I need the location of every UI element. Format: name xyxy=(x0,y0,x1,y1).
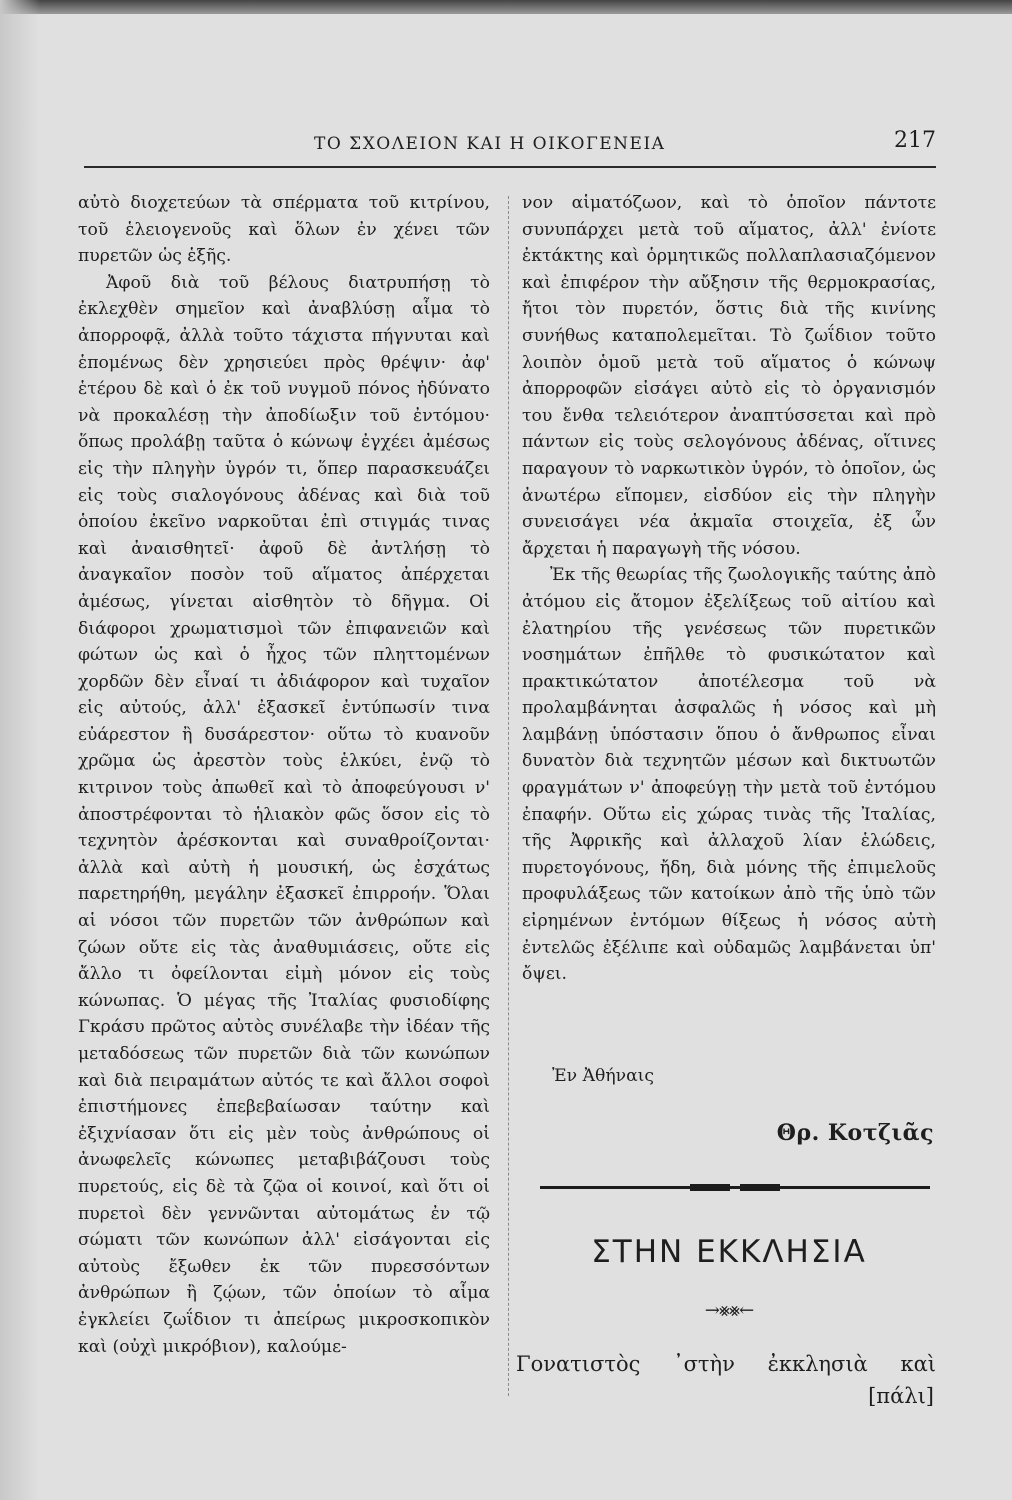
divider-bar-right xyxy=(740,1184,780,1191)
page-number: 217 xyxy=(894,128,936,153)
left-paragraph-2: Ἀφοῦ διὰ τοῦ βέλους διατρυπήσῃ τὸ ἐκλεχθὲν σημεῖον καὶ ἀναβλύσῃ αἷμα τὸ ἀπορροφᾷ, ἀλλὰ τοῦτο τάχιστα πήγνυται καὶ ἑπομένως δὲν χρησιεύει πρὸς θρέψιν· ἀφ' ἑτέρου δὲ καὶ ὁ ἐκ τοῦ νυγμοῦ πόνος ἠδύνατο νὰ προκαλέσῃ τὴν ἀποδίωξιν τοῦ ἐντόμου· ὅπως προλάβῃ ταῦτα ὁ κώνωψ ἐγχέει ἀμέσως εἰς τὴν πληγὴν ὑγρόν τι, ὅπερ παρασκευάζει εἰς τοὺς σιαλογόνους ἀδένας καὶ διὰ τοῦ ὁποίου ἐκεῖνο ναρκοῦται ἐπὶ στιγμάς τινας καὶ ἀναισθητεῖ· ἀφοῦ δὲ ἀντλήσῃ τὸ ἀναγκαῖον ποσὸν τοῦ αἵματος ἀπέρχεται ἀμέσως, γίνεται αἰσθητὸν τὸ δῆγμα. Οἱ διάφοροι χρωματισμοὶ τῶν ἐπιφανειῶν καὶ φώτων ὡς καὶ ὁ ἦχος τῶν πληττομένων χορδῶν δὲν εἶναί τι ἀδιάφορον καὶ τυχαῖον εἰς αὐτούς, ἀλλ' ἐξασκεῖ ἐντύπωσίν τινα εὐάρεστον ἢ δυσάρεστον· οὕτω τὸ κυανοῦν χρῶμα ὡς ἀρεστὸν τοὺς ἑλκύει, ἐνῷ τὸ κιτρινον τοὺς ἀπωθεῖ καὶ τὸ ἀποφεύγουσι ν' ἀποστρέφονται τὸ ἡλιακὸν φῶς ὅσον εἰς τὸ τεχνητὸν ἀρέσκονται καὶ συναθροίζονται· ἀλλὰ καὶ αὐτὴ ἡ μουσική, ὡς ἐσχάτως παρετηρήθη, μεγάλην ἐξασκεῖ ἐπιρροήν. Ὅλαι αἱ νόσοι τῶν πυρετῶν τῶν ἀνθρώπων καὶ ζώων οὔτε εἰς τὰς ἀναθυμιάσεις, οὔτε εἰς ἄλλο τι ὀφείλονται εἰμὴ μόνον εἰς τοὺς κώνωπας. Ὁ μέγας τῆς Ἰταλίας φυσιοδίφης Γκράσυ πρῶτος αὐτὸς συνέλαβε τὴν ἰδέαν τῆς μεταδόσεως τῶν πυρετῶν διὰ τῶν κωνώπων καὶ διὰ πειραμάτων αὐτός τε καὶ ἄλλοι σοφοὶ ἐπιστήμονες ἐπεβεβαίωσαν ταύτην καὶ ἐξιχνίασαν ὅτι εἰς μὲν τοὺς ἀνθρώπους οἱ ἀνωφελεῖς κώνωπες μεταβιβάζουσι τοὺς πυρετούς, εἰς δὲ τὰ ζῷα οἱ κοινοί, καὶ ὅτι οἱ πυρετοὶ δὲν γεννῶνται αὐτομάτως ἐν τῷ σώματι τῶν κωνώπων ἀλλ' εἰσάγονται εἰς αὐτοὺς ἔξωθεν ἐκ τῶν πυρεσσόντων ἀνθρώπων ἢ ζῴων, τῶν ὁποίων τὸ αἷμα ἐγκλείει ζωΐδιον τι ἀπείρως μικροσκοπικὸν καὶ (οὐχὶ μικρόβιον), καλούμε- xyxy=(78,272,490,1357)
divider-line xyxy=(540,1186,930,1189)
running-title: ΤΟ ΣΧΟΛΕΙΟΝ ΚΑΙ Η ΟΙΚΟΓΕΝΕΙΑ xyxy=(314,134,666,154)
left-column xyxy=(78,190,490,1360)
divider-bar-left xyxy=(690,1184,730,1191)
column-separator xyxy=(508,196,509,1396)
author-signature: Θρ. Κοτζιᾶς xyxy=(776,1120,934,1146)
left-paragraph-1: αὐτὸ διοχετεύων τὰ σπέρματα τοῦ κιτρίνου, τοῦ ἑλειογενοῦς καὶ ὅλων ἐν χένει τῶν πυρετῶν ὡς ἑξῆς. xyxy=(78,193,490,267)
place-line: Ἐν Ἀθήναις xyxy=(552,1066,655,1086)
poem-first-line: Γονατιστὸς ᾽στὴν ἐκκλησιὰ καὶ xyxy=(516,1352,936,1376)
right-column xyxy=(522,190,936,988)
poem-title: ΣΤΗΝ ΕΚΚΛΗΣΙΑ xyxy=(591,1234,867,1270)
header-rule xyxy=(84,166,936,168)
section-divider xyxy=(540,1184,930,1192)
right-paragraph-1: νον αἱματόζωον, καὶ τὸ ὁποῖον πάντοτε συνυπάρχει μετὰ τοῦ αἵματος, ἀλλ' ἐνίοτε ἐκτάκτης καὶ ὁρμητικῶς πολλαπλασιαζόμενον καὶ ἐπιφέρον τὴν αὔξησιν τῆς θερμοκρασίας, ἤτοι τὸν πυρετόν, ὅστις διὰ τῆς κινίνης συνήθως καταπολεμεῖται. Τὸ ζωΐδιον τοῦτο λοιπὸν ὁμοῦ μετὰ τοῦ αἵματος ὁ κώνωψ ἀπορροφῶν εἰσάγει αὐτὸ εἰς τὸ ὀργανισμόν του ἔνθα τελειότερον ἀναπτύσσεται καὶ πρὸ πάντων εἰς τοὺς σελογόνους ἀδένας, οἵτινες παραγουν τὸ ναρκωτικὸν ὑγρόν, τὸ ὁποῖον, ὡς ἀνωτέρω εἴπομεν, εἰσδύον εἰς τὴν πληγὴν συνεισάγει νέα ἀκμαῖα στοιχεῖα, ἐξ ὧν ἄρχεται ἡ παραγωγὴ τῆς νόσου. xyxy=(522,193,936,559)
scan-top-edge xyxy=(0,0,1012,14)
page-header xyxy=(84,128,936,164)
right-paragraph-2: Ἐκ τῆς θεωρίας τῆς ζωολογικῆς ταύτης ἀπὸ ἀτόμου εἰς ἄτομον ἐξελίξεως τοῦ αἰτίου καὶ ἐλατηρίου τῆς γενέσεως τῶν πυρετικῶν νοσημάτων ἐπῆλθε τὸ φυσικώτατον καὶ πρακτικώτατον ἀποτέλεσμα τοῦ νὰ προλαμβάνηται ἀσφαλῶς ἡ νόσος καὶ μὴ λαμβάνῃ ὑπόστασιν ὅπου ὁ ἄνθρωπος εἶναι δυνατὸν διὰ τεχνητῶν μέσων καὶ δικτυωτῶν φραγμάτων ν' ἀποφεύγῃ τὴν μετὰ τοῦ ἐντόμου ἐπαφήν. Οὕτω εἰς χώρας τινὰς τῆς Ἰταλίας, τῆς Ἀφρικῆς καὶ ἀλλαχοῦ λίαν ἑλώδεις, πυρετογόνους, ἤδη, διὰ μόνης τῆς ἐπιμελοῦς προφυλάξεως τῶν κατοίκων ἀπὸ τῆς ὑπὸ τῶν εἰρημένων ἐντόμων θίξεως ἡ νόσος αὐτὴ ἐντελῶς ἐξέλιπε καὶ οὐδαμῶς λαμβάνεται ὑπ' ὄψει. xyxy=(522,565,936,985)
scan-left-shadow xyxy=(0,0,40,1500)
catchword: [πάλι] xyxy=(868,1384,934,1408)
ornament-icon: →⨳⨳← xyxy=(704,1300,754,1321)
